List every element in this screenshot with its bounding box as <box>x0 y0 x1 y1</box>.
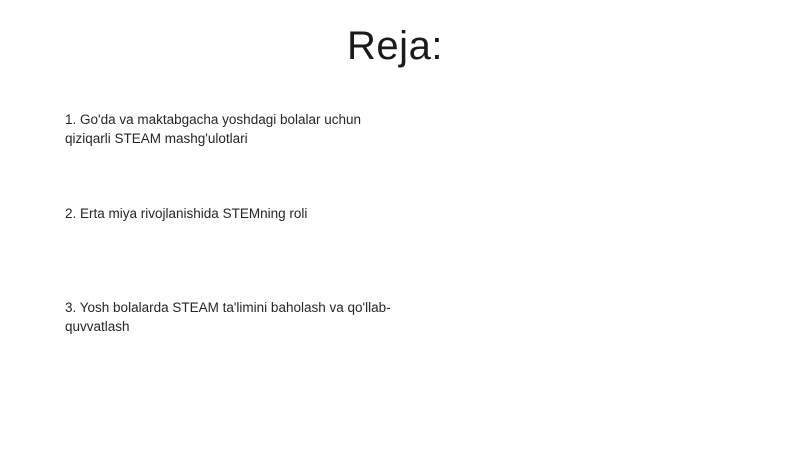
plan-item-3: 3. Yosh bolalarda STEAM ta'limini baholash va qo'llab-quvvatlash <box>65 300 391 334</box>
plan-item-2: 2. Erta miya rivojlanishida STEMning roli <box>65 206 308 221</box>
plan-item-1: 1. Go'da va maktabgacha yoshdagi bolalar uchun qiziqarli STEAM mashg'ulotlari <box>65 112 362 146</box>
slide-title: Reja: <box>347 24 443 68</box>
